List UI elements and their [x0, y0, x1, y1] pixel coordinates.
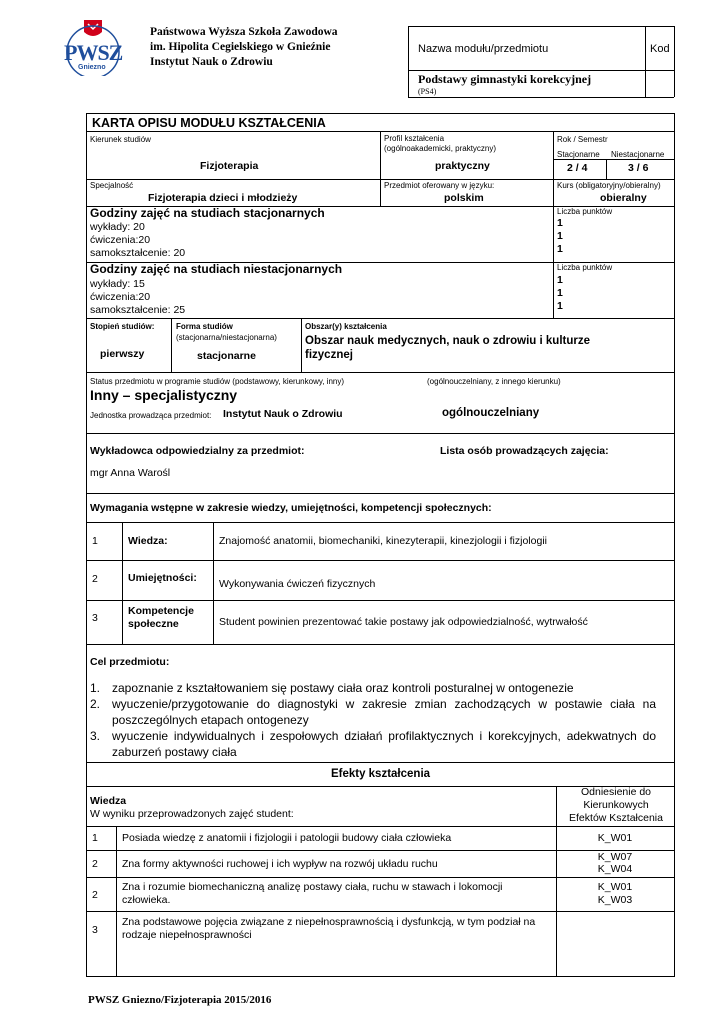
obszar-line2: fizycznej	[305, 349, 353, 361]
rok-label: Rok / Semestr	[557, 135, 608, 144]
points-niestac-label: Liczba punktów	[557, 263, 613, 272]
module-name-label: Nazwa modułu/przedmiotu	[418, 43, 549, 55]
points-stac-2: 1	[557, 230, 563, 242]
wymagania-text-3: Student powinien prezentować takie postawy jak odpowiedzialność, wytrwałość	[219, 616, 588, 628]
wykladowca-label: Wykładowca odpowiedzialny za przedmiot:	[90, 445, 305, 457]
stacjonarne-label: Stacjonarne	[557, 150, 600, 159]
wymagania-text-2: Wykonywania ćwiczeń fizycznych	[219, 578, 376, 590]
wymagania-num-3: 3	[92, 612, 98, 624]
efekt-ref-2b: K_W04	[597, 863, 633, 875]
wiedza-sublabel: W wyniku przeprowadzonych zajęć student:	[90, 808, 294, 820]
kierunek-label: Kierunek studiów	[90, 135, 151, 144]
hours-niestac-lectures: wykłady: 15	[90, 278, 145, 290]
profil-label: Profil kształcenia	[384, 134, 445, 143]
ogolnouczelniany: ogólnouczelniany	[442, 407, 540, 419]
status-label: Status przedmiotu w programie studiów (podstawowy, kierunkowy, inny)	[90, 377, 345, 386]
obszar-label: Obszar(y) kształcenia	[305, 322, 387, 331]
institution-line3: Instytut Nauk o Zdrowiu	[150, 56, 273, 68]
profil: praktyczny	[435, 160, 490, 172]
status-label-2: (ogólnouczelniany, z innego kierunku)	[427, 377, 561, 386]
efekt-text-1: Posiada wiedzę z anatomii i fizjologii i patologii budowy ciała człowieka	[122, 832, 452, 844]
cel-list	[90, 680, 656, 760]
wymagania-label-2: Umiejętności:	[128, 572, 197, 584]
institution-line1: Państwowa Wyższa Szkoła Zawodowa	[150, 26, 338, 38]
hours-stac-exercises: ćwiczenia:20	[90, 234, 151, 246]
logo	[62, 18, 124, 76]
wykladowca: mgr Anna Warośl	[90, 467, 171, 479]
forma: stacjonarne	[197, 350, 256, 362]
efekt-text-3: Zna i rozumie biomechaniczną analizę postawy ciała, ruchu w stawach i lokomocji człowieka.	[122, 881, 503, 906]
rok-stacjonarne: 2 / 4	[567, 162, 588, 174]
efekt-ref-3a: K_W01	[597, 881, 633, 893]
card-title: KARTA OPISU MODUŁU KSZTAŁCENIA	[92, 116, 326, 130]
hours-stac-title: Godziny zajęć na studiach stacjonarnych	[90, 206, 325, 220]
profil-sublabel: (ogólnoakademicki, praktyczny)	[384, 144, 497, 153]
stopien: pierwszy	[100, 348, 145, 360]
cel-text: zapoznanie z kształtowaniem się postawy ciała oraz kontroli posturalnej w ontogenezie	[112, 681, 574, 695]
points-niestac-2: 1	[557, 287, 563, 299]
specjalnosc: Fizjoterapia dzieci i młodzieży	[148, 192, 298, 204]
efekt-num-1: 1	[92, 832, 98, 844]
hours-stac-lectures: wykłady: 20	[90, 221, 145, 233]
points-niestac-3: 1	[557, 300, 563, 312]
efekt-text-4: Zna podstawowe pojęcia związane z niepełnosprawnością i dysfunkcją, w tym podział na rodzaje niepełnosprawności	[122, 916, 536, 941]
jezyk-label: Przedmiot oferowany w języku:	[384, 181, 495, 190]
list-item	[90, 680, 656, 696]
points-stac-3: 1	[557, 243, 563, 255]
logo-text: PWSZ	[64, 40, 123, 65]
cel-num: 3.	[90, 729, 101, 743]
efekt-ref-3b: K_W03	[597, 894, 633, 906]
hours-niestac-exercises: ćwiczenia:20	[90, 291, 151, 303]
cel-num: 1.	[90, 681, 101, 695]
wymagania-num-2: 2	[92, 573, 98, 585]
cel-num: 2.	[90, 697, 101, 711]
forma-sublabel: (stacjonarna/niestacjonarna)	[176, 333, 277, 342]
kurs-label: Kurs (obligatoryjny/obieralny)	[557, 181, 661, 190]
cel-text: wyuczenie indywidualnych i zespołowych działań profilaktycznych i korekcyjnych, adekwatnych do zaburzeń postawy ciała	[112, 729, 656, 759]
specjalnosc-label: Specjalność	[90, 181, 134, 190]
points-stac-label: Liczba punktów	[557, 207, 613, 216]
efekt-num-2: 2	[92, 858, 98, 870]
wymagania-label-1: Wiedza:	[128, 535, 168, 547]
list-item	[90, 696, 656, 728]
efekt-num-4: 3	[92, 924, 98, 936]
points-niestac-1: 1	[557, 274, 563, 286]
module-name: Podstawy gimnastyki korekcyjnej	[418, 72, 592, 86]
efekty-title: Efekty kształcenia	[330, 768, 431, 780]
hours-niestac-title: Godziny zajęć na studiach niestacjonarnych	[90, 262, 343, 276]
jednostka-label: Jednostka prowadząca przedmiot:	[90, 411, 212, 420]
odniesienie-label: Odniesienie do Kierunkowych Efektów Kształcenia	[569, 786, 663, 824]
wiedza-label: Wiedza	[90, 795, 127, 807]
cel-text: wyuczenie/przygotowanie do diagnostyki w zakresie zmian zachodzących w postawie ciała na poszczególnych etapach ontogenezy	[112, 697, 656, 727]
code-label: Kod	[650, 43, 670, 55]
wymagania-label-3: Kompetencje społeczne	[128, 605, 194, 630]
efekt-ref-1a: K_W01	[597, 832, 633, 844]
wymagania-title: Wymagania wstępne w zakresie wiedzy, umiejętności, kompetencji społecznych:	[90, 502, 492, 514]
wymagania-text-1: Znajomość anatomii, biomechaniki, kinezyterapii, kinezjologii i fizjologii	[219, 535, 547, 547]
rok-niestacjonarne: 3 / 6	[628, 162, 649, 174]
cel-title: Cel przedmiotu:	[90, 656, 170, 668]
efekt-ref-2a: K_W07	[597, 851, 633, 863]
module-code: (PS4)	[418, 87, 437, 96]
list-item	[90, 728, 656, 760]
efekt-num-3: 2	[92, 889, 98, 901]
efekt-text-2: Zna formy aktywności ruchowej i ich wypływ na rozwój układu ruchu	[122, 858, 438, 870]
stopien-label: Stopień studiów:	[90, 322, 155, 331]
hours-stac-self: samokształcenie: 20	[90, 247, 186, 259]
jezyk: polskim	[444, 192, 484, 204]
jednostka: Instytut Nauk o Zdrowiu	[223, 408, 343, 420]
institution-line2: im. Hipolita Cegielskiego w Gnieźnie	[150, 41, 331, 53]
forma-label: Forma studiów	[176, 322, 233, 331]
points-stac-1: 1	[557, 217, 563, 229]
kurs: obieralny	[600, 192, 647, 204]
logo-subtext: Gniezno	[78, 64, 106, 71]
kierunek: Fizjoterapia	[200, 160, 259, 172]
wymagania-num-1: 1	[92, 535, 98, 547]
lista-label: Lista osób prowadzących zajęcia:	[440, 445, 609, 457]
niestacjonarne-label: Niestacjonarne	[611, 150, 665, 159]
footer: PWSZ Gniezno/Fizjoterapia 2015/2016	[88, 994, 272, 1006]
status: Inny – specjalistyczny	[90, 387, 238, 403]
hours-niestac-self: samokształcenie: 25	[90, 304, 186, 316]
obszar-line1: Obszar nauk medycznych, nauk o zdrowiu i kulturze	[305, 335, 591, 347]
